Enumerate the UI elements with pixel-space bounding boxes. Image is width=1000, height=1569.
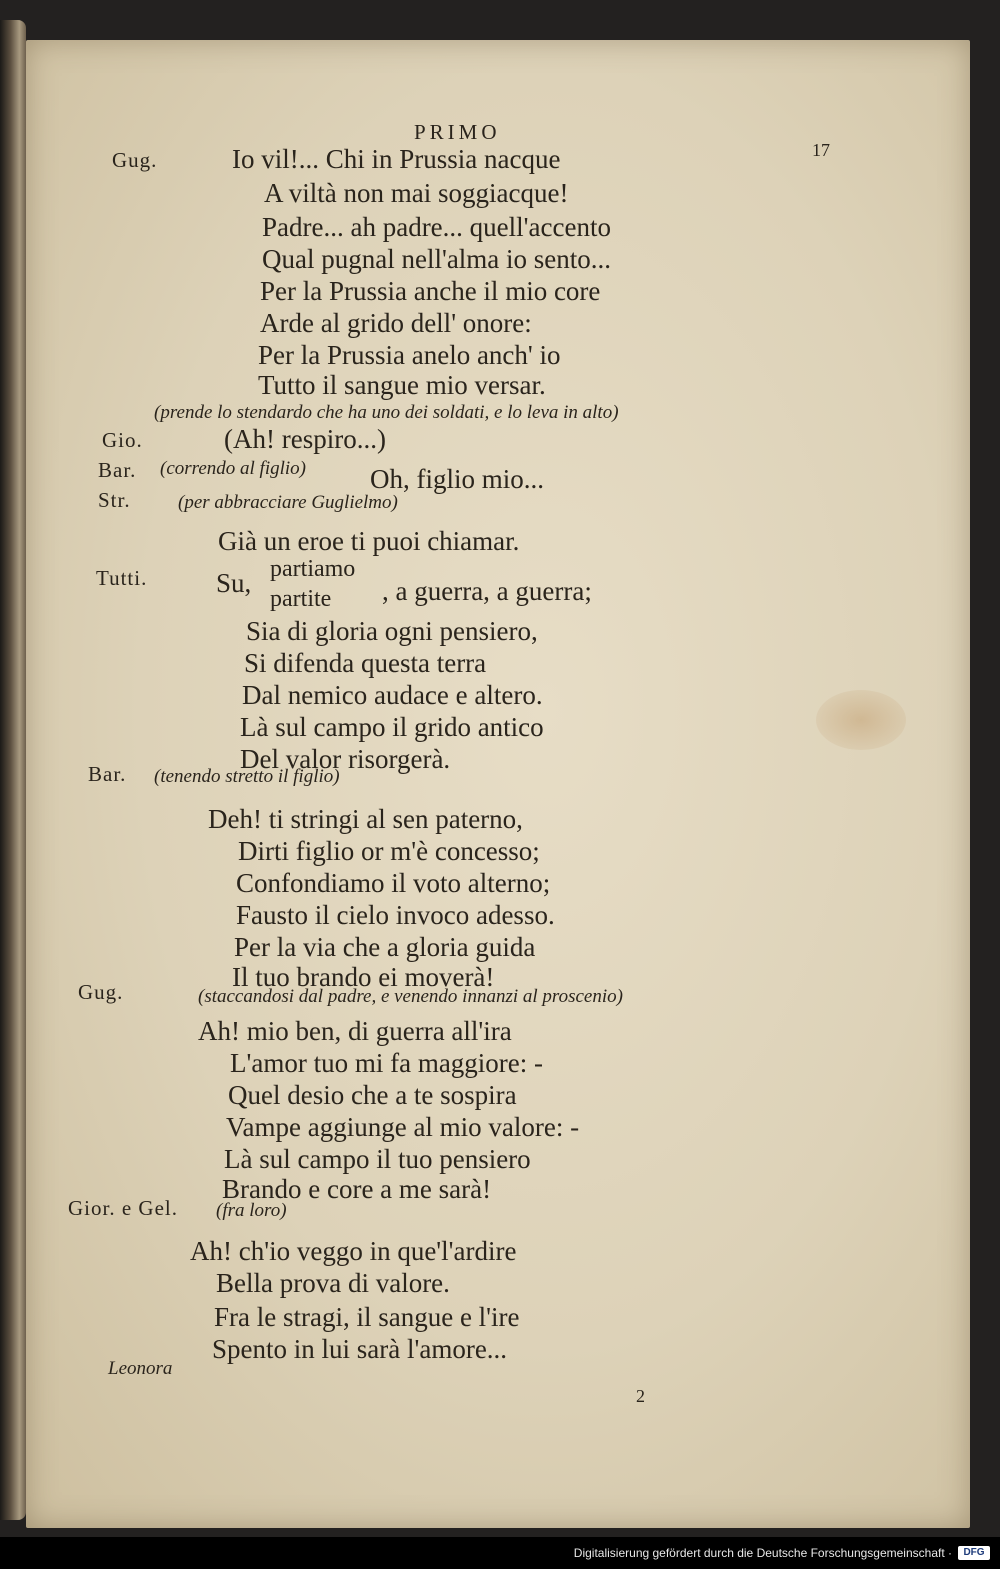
- verse-line: Per la Prussia anelo anch' io: [258, 340, 561, 370]
- verse-line: Padre... ah padre... quell'accento: [262, 212, 611, 242]
- stage-direction: (correndo al figlio): [160, 458, 306, 479]
- stage-direction: (per abbracciare Guglielmo): [178, 492, 398, 513]
- speaker-label: Gug.: [78, 980, 124, 1004]
- speaker-label: Gio.: [102, 428, 143, 452]
- verse-word: Su,: [216, 568, 252, 598]
- stage-direction: (fra loro): [216, 1200, 287, 1221]
- verse-line: Bella prova di valore.: [216, 1268, 450, 1298]
- verse-line: Si difenda questa terra: [244, 648, 487, 678]
- verse-line: Oh, figlio mio...: [370, 464, 544, 494]
- verse-line: Qual pugnal nell'alma io sento...: [262, 244, 612, 274]
- verse-line: Del valor risorgerà.: [240, 744, 451, 774]
- verse-line: Per la Prussia anche il mio core: [260, 276, 601, 306]
- speaker-label: Str.: [98, 488, 131, 512]
- dfg-logo: DFG: [958, 1546, 990, 1560]
- verse-line: Quel desio che a te sospira: [228, 1080, 517, 1110]
- digitization-footer: [0, 1537, 1000, 1569]
- verse-line: Fra le stragi, il sangue e l'ire: [214, 1302, 520, 1332]
- verse-line: (Ah! respiro...): [224, 424, 386, 454]
- verse-line: Fausto il cielo invoco adesso.: [236, 900, 555, 930]
- verse-line: Ah! ch'io veggo in que'l'ardire: [190, 1236, 517, 1266]
- verse-line: L'amor tuo mi fa maggiore: -: [230, 1048, 544, 1078]
- running-head: PRIMO: [414, 120, 501, 144]
- stage-direction: (staccandosi dal padre, e venendo innanzi al proscenio): [198, 986, 623, 1007]
- speaker-label: Bar.: [98, 458, 137, 482]
- verse-line: Arde al grido dell' onore:: [260, 308, 532, 338]
- verse-alternative: partiamo: [270, 556, 356, 582]
- catchword: Leonora: [108, 1358, 173, 1379]
- stage-direction: (prende lo stendardo che ha uno dei soldati, e lo leva in alto): [154, 402, 619, 423]
- paper-stain: [816, 690, 906, 750]
- speaker-label: Tutti.: [96, 566, 148, 590]
- verse-line: Confondiamo il voto alterno;: [236, 868, 551, 898]
- stage-direction: (tenendo stretto il figlio): [154, 766, 340, 787]
- speaker-label: Gior. e Gel.: [68, 1196, 178, 1220]
- verse-line: Per la via che a gloria guida: [234, 932, 536, 962]
- footer-credit: Digitalisierung gefördert durch die Deutsche Forschungsgemeinschaft ·: [573, 1546, 952, 1560]
- speaker-label: Bar.: [88, 762, 127, 786]
- verse-line: Io vil!... Chi in Prussia nacque: [232, 144, 561, 174]
- verse-line: Dirti figlio or m'è concesso;: [238, 836, 540, 866]
- verse-line: Spento in lui sarà l'amore...: [212, 1334, 508, 1364]
- verse-line: Sia di gloria ogni pensiero,: [246, 616, 538, 646]
- verse-line: , a guerra, a guerra;: [382, 576, 592, 606]
- page-number: 17: [812, 140, 830, 160]
- verse-line: Ah! mio ben, di guerra all'ira: [198, 1016, 512, 1046]
- verse-line: Già un eroe ti puoi chiamar.: [218, 526, 520, 556]
- verse-line: Il tuo brando ei moverà!: [232, 962, 495, 992]
- verse-line: Là sul campo il grido antico: [240, 712, 544, 742]
- signature-mark: 2: [636, 1386, 645, 1406]
- verse-alternative: partite: [270, 586, 332, 612]
- verse-line: Tutto il sangue mio versar.: [258, 370, 546, 400]
- speaker-label: Gug.: [112, 148, 158, 172]
- book-spine: [0, 20, 26, 1520]
- verse-line: Dal nemico audace e altero.: [242, 680, 543, 710]
- verse-line: Deh! ti stringi al sen paterno,: [208, 804, 523, 834]
- verse-line: Brando e core a me sarà!: [222, 1174, 492, 1204]
- verse-line: Là sul campo il tuo pensiero: [224, 1144, 531, 1174]
- book-page: [26, 40, 970, 1528]
- verse-line: Vampe aggiunge al mio valore: -: [226, 1112, 580, 1142]
- verse-line: A viltà non mai soggiacque!: [264, 178, 569, 208]
